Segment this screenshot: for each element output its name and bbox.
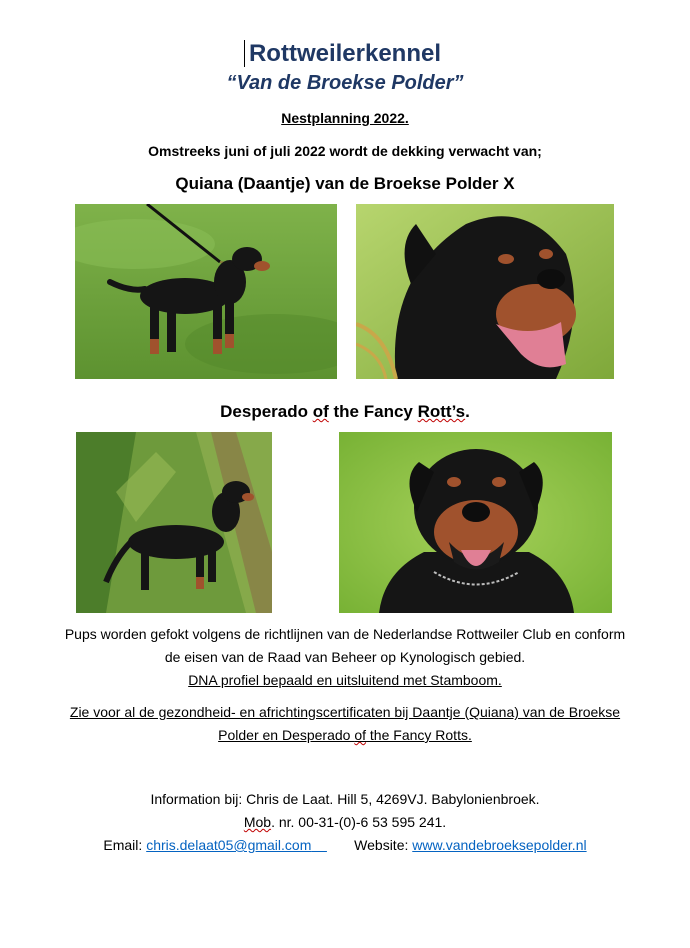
info-line-1: Pups worden gefokt volgens de richtlijnen van de Nederlandse Rottweiler Club en conform [64,626,626,642]
sire-name-of: of [312,402,329,421]
sire-name-rott: Rott’s [417,402,466,421]
planning-heading: Nestplanning 2022. [281,110,409,126]
info-line-2: de eisen van de Raad van Beheer op Kynologisch gebied. [164,649,526,665]
dam-name: Quiana (Daantje) van de Broekse Polder X [175,174,515,193]
contact-block [0,788,690,857]
sire-field-photo [76,432,272,613]
mob-label: Mob [243,814,272,830]
email-link[interactable]: chris.delaat05@gmail.com [146,837,312,853]
sire-name-part1: Desperado [220,402,313,421]
planning-intro: Omstreeks juni of juli 2022 wordt de dekking verwacht van; [148,143,542,159]
info-paragraph [0,623,690,692]
mob-number: . nr. 00-31-(0)-6 53 595 241. [271,814,447,830]
dna-line: DNA profiel bepaald en uitsluitend met Stamboom. [188,672,502,688]
cert-line-2 [0,724,690,747]
sire-name-end: . [465,402,470,421]
certificate-paragraph [0,701,690,747]
cert-line-2b: the Fancy Rotts. [366,727,472,743]
dam-standing-photo [75,204,337,379]
page-title: Rottweilerkennel [248,40,442,67]
sire-name-part2: the Fancy [328,402,418,421]
dam-headshot-photo [356,204,614,379]
email-label: Email: [103,837,147,853]
page-subtitle: “Van de Broekse Polder” [226,72,464,94]
cert-of: of [354,727,367,743]
sire-name [0,402,690,422]
sire-headshot-photo [339,432,612,613]
cert-line-2a: Polder en Desperado [218,727,355,743]
website-label: Website: [354,837,413,853]
contact-line-1: Information bij: Chris de Laat. Hill 5, 4269VJ. Babylonienbroek. [150,791,540,807]
contact-mobile [0,811,690,834]
website-link[interactable]: www.vandebroeksepolder.nl [412,837,587,853]
cert-line-1: Zie voor al de gezondheid- en africhtingscertificaten bij Daantje (Quiana) van de Broekse [69,704,621,720]
contact-links [0,834,690,857]
